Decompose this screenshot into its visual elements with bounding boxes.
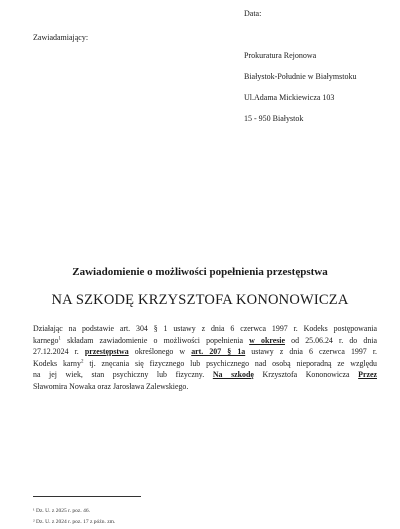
body-text: określonego w bbox=[128, 347, 192, 356]
document-subtitle: NA SZKODĘ KRZYSZTOFA KONONOWICZA bbox=[51, 292, 349, 308]
footnote-ref: 2 bbox=[80, 358, 84, 364]
emphasis-text: w okresie bbox=[249, 335, 285, 345]
emphasis-text: przestępstwa bbox=[84, 347, 129, 356]
footnote-separator bbox=[33, 496, 141, 497]
body-text: tj. znęcania się fizycznego lub psychicznego nad osobą nieporadną ze względu bbox=[83, 358, 377, 368]
body-text: karnego bbox=[33, 335, 59, 345]
document-title: Zawiadomienie o możliwości popełnienia przestępstwa bbox=[72, 266, 328, 278]
body-line bbox=[33, 346, 377, 358]
footnote: ¹ Dz. U. z 2025 r. poz. 46. bbox=[33, 508, 90, 514]
emphasis-text: Na szkodę bbox=[212, 370, 254, 379]
emphasis-text: art. 207 § 1a bbox=[191, 347, 246, 356]
date-label: Data: bbox=[244, 9, 262, 18]
body-text: Sławomira Nowaka oraz Jarosława Zalewskiego. bbox=[33, 381, 189, 391]
body-text: na jej wiek, stan psychiczny lub fizyczny. bbox=[33, 370, 213, 379]
body-text: 27.12.2024 r. bbox=[33, 347, 85, 356]
body-line bbox=[33, 358, 377, 370]
footnote-ref: 1 bbox=[58, 335, 61, 341]
body-text: ustawy z dnia 6 czerwca 1997 r. bbox=[245, 347, 378, 356]
footnote: ² Dz. U. z 2024 r. poz. 17 z późn. zm. bbox=[33, 519, 116, 525]
emphasis-text: Przez bbox=[358, 370, 377, 379]
recipient-address bbox=[244, 51, 356, 135]
body-line bbox=[33, 323, 377, 335]
body-text: składam zawiadomienie o możliwości popełnienia bbox=[60, 335, 250, 345]
recipient-line: Białystok-Południe w Białymstoku bbox=[244, 72, 357, 81]
document-body bbox=[33, 323, 377, 392]
body-text: od 25.06.24 r. do dnia bbox=[285, 335, 378, 345]
notifier-label: Zawiadamiający: bbox=[33, 33, 89, 42]
body-line bbox=[33, 369, 377, 381]
body-text: Działając na podstawie art. 304 § 1 ustawy z dnia 6 czerwca 1997 r. Kodeks postępowania bbox=[33, 324, 377, 333]
recipient-line: Ul.Adama Mickiewicza 103 bbox=[244, 93, 335, 102]
body-text: Krzysztofa Kononowicza bbox=[253, 370, 359, 379]
recipient-line: 15 - 950 Białystok bbox=[244, 114, 304, 123]
recipient-line: Prokuratura Rejonowa bbox=[244, 51, 317, 60]
body-text: Kodeks karny bbox=[33, 358, 81, 368]
body-line bbox=[33, 381, 377, 393]
body-line bbox=[33, 335, 377, 347]
